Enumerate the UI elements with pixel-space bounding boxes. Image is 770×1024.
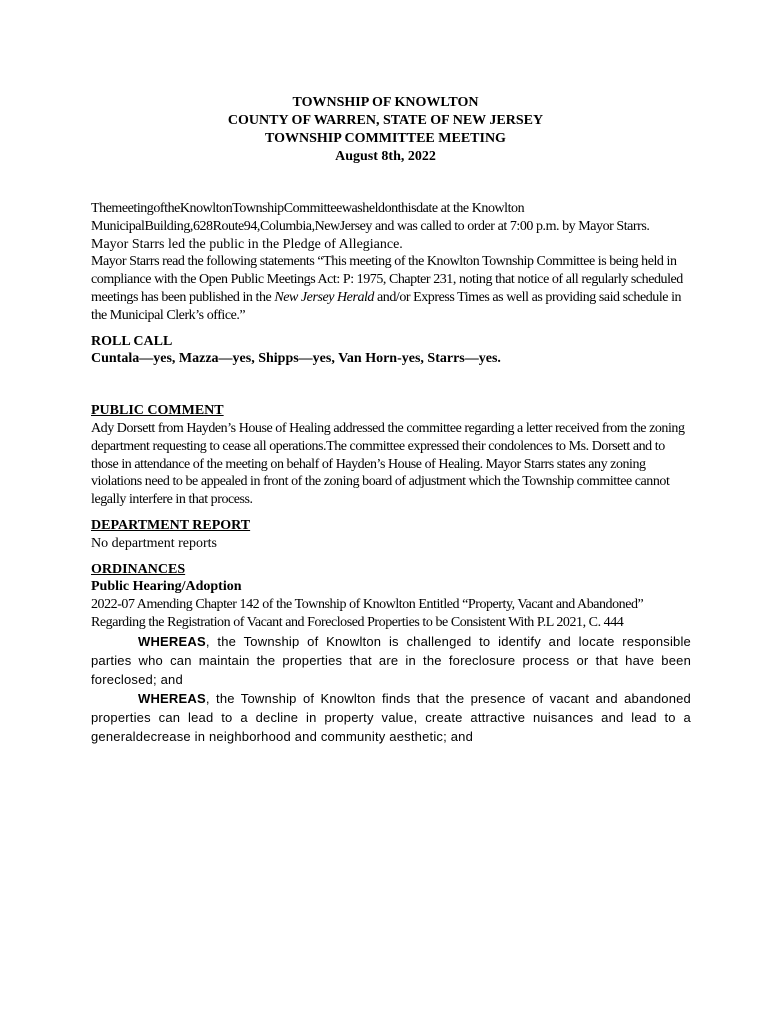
department-report-title: DEPARTMENT REPORT <box>91 517 251 533</box>
statement-paragraph <box>91 253 691 324</box>
ordinances-subtitle: Public Hearing/Adoption <box>91 579 242 595</box>
document-body <box>91 200 691 746</box>
whereas-text: , the Township of Knowlton is challenged to identify and locate responsible parties who can maintain the properties that are in the foreclosure process or that have been foreclosed; and <box>91 633 691 687</box>
public-comment-title: PUBLIC COMMENT <box>91 403 224 419</box>
county-state-line: COUNTY OF WARREN, STATE OF NEW JERSEY <box>227 113 544 128</box>
intro-paragraph: ThemeetingoftheKnowltonTownshipCommitteewasheldonthisdate at the Knowlton MunicipalBuilding,628Route94,Columbia,NewJersey and was called to order at 7:00 p.m. by Mayor Starrs. <box>91 201 650 234</box>
statement-text-a: Mayor Starrs read the following statements “This meeting of the Knowlton Township Committee is being held in compliance with the Open Public Meetings Act: P: 1975, Chapter 231, noting that notice of all regularly scheduled meetings has been published in the <box>91 254 683 305</box>
public-comment-section <box>91 402 691 509</box>
whereas-lead: WHEREAS <box>138 633 206 649</box>
township-title: TOWNSHIP OF KNOWLTON <box>292 95 479 110</box>
whereas-clause-1 <box>91 632 691 689</box>
department-report-text: No department reports <box>91 535 217 551</box>
roll-call-section <box>91 333 691 369</box>
document-header <box>0 94 770 166</box>
public-comment-text: Ady Dorsett from Hayden’s House of Healing addressed the committee regarding a letter received from the zoning department requesting to cease all operations.The committee expressed their condolences to Ms. Dorsett and to those in attendance of the meeting on behalf of Hayden’s House of Healing. Mayor Starrs states any zoning violations need to be appealed in front of the zoning board of adjustment which the Township committee cannot legally interfere in that process. <box>91 420 685 508</box>
roll-call-votes: Cuntala—yes, Mazza—yes, Shipps—yes, Van Horn-yes, Starrs—yes. <box>91 351 501 367</box>
ordinances-title: ORDINANCES <box>91 561 186 577</box>
meeting-date: August 8th, 2022 <box>335 149 436 164</box>
whereas-clause-2 <box>91 689 691 746</box>
meeting-type: TOWNSHIP COMMITTEE MEETING <box>265 131 506 146</box>
whereas-text: , the Township of Knowlton finds that the presence of vacant and abandoned properties can lead to a decline in property value, create attractive nuisances and lead to a generaldecrease in neighborhood and community aesthetic; and <box>91 690 691 744</box>
statement-text-b: and/or Express Times as well as providing said schedule in the Municipal Clerk’s office.” <box>91 289 682 323</box>
pledge-paragraph: Mayor Starrs led the public in the Pledge of Allegiance. <box>91 236 403 252</box>
whereas-lead: WHEREAS <box>138 690 206 706</box>
statement-newspaper: New Jersey Herald <box>274 289 374 305</box>
ordinance-2022-07: 2022-07 Amending Chapter 142 of the Township of Knowlton Entitled “Property, Vacant and Abandoned” Regarding the Registration of Vacant and Foreclosed Properties to be Consistent With P.L 2021, C. 444 <box>91 597 644 630</box>
ordinances-section <box>91 561 691 632</box>
department-report-section <box>91 517 691 553</box>
roll-call-title: ROLL CALL <box>91 333 173 349</box>
